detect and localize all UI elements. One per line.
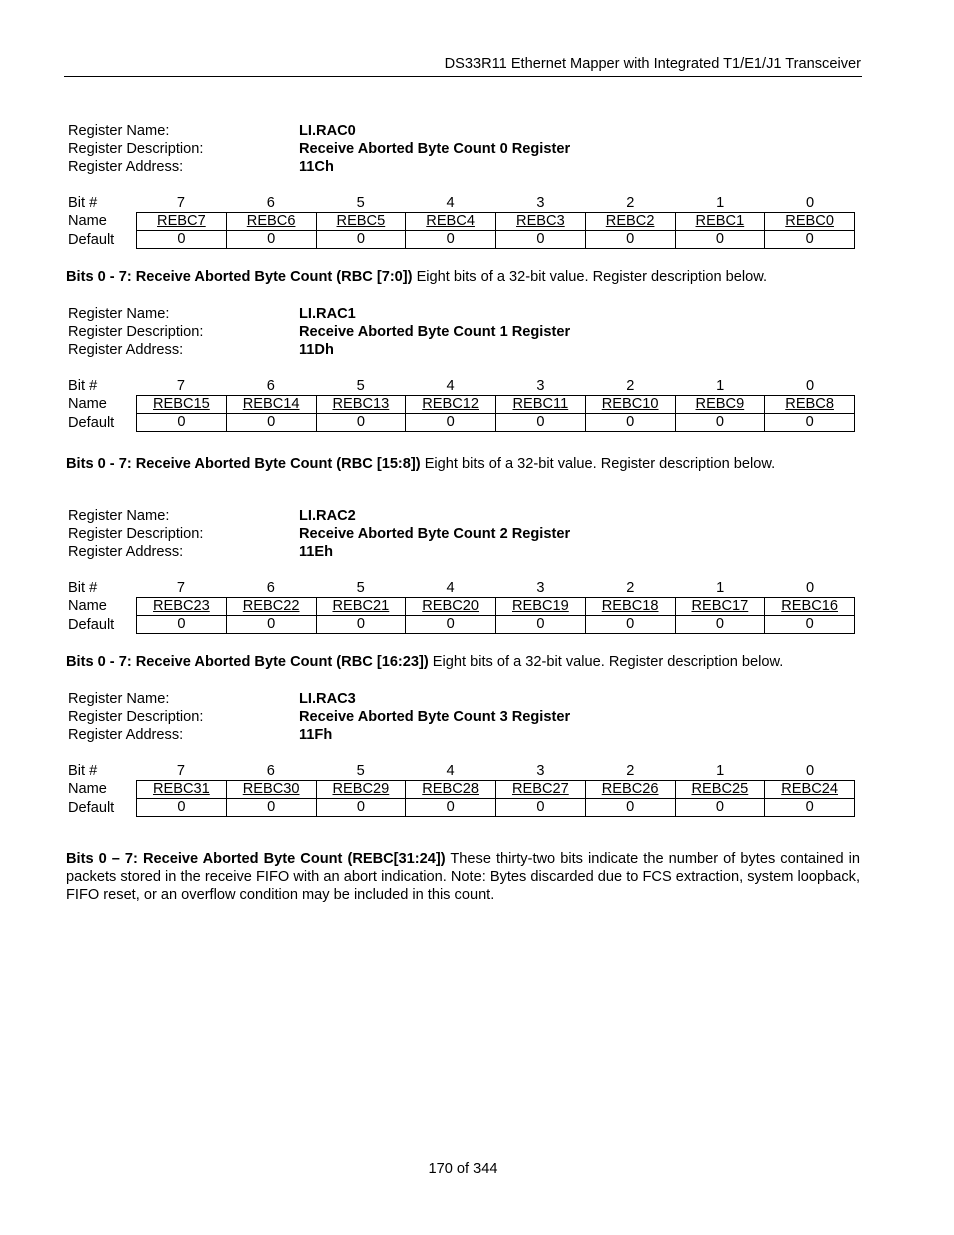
bit-default-cell: 0 <box>675 414 765 432</box>
bit-number: 0 <box>806 763 815 779</box>
bit-name: REBC17 <box>691 598 749 614</box>
bit-name-cell <box>137 396 227 414</box>
bit-default-cell: 0 <box>675 616 765 634</box>
bit-number: 7 <box>176 580 185 596</box>
bit-name-cell <box>765 598 855 616</box>
bit-number-label: Bit # <box>68 378 98 394</box>
register-name-label: Register Name: <box>68 123 170 139</box>
bit-name-cell <box>137 213 227 231</box>
name-row-label: Name <box>68 598 107 614</box>
bit-number: 3 <box>536 580 545 596</box>
bit-numbers <box>136 377 855 395</box>
register-name-label: Register Name: <box>68 691 170 707</box>
register-description-label: Register Description: <box>68 709 204 725</box>
bit-name: REBC1 <box>695 213 745 229</box>
bit-name-row <box>137 213 855 231</box>
default-row-label: Default <box>68 800 115 816</box>
bit-default-cell: 0 <box>226 414 316 432</box>
register-address-value: 11Fh <box>299 727 333 743</box>
bit-number: 7 <box>176 195 185 211</box>
bit-number: 0 <box>806 580 815 596</box>
register-name-label: Register Name: <box>68 306 170 322</box>
bit-number: 2 <box>626 580 635 596</box>
bit-number: 3 <box>536 195 545 211</box>
name-row-label: Name <box>68 213 107 229</box>
bit-default-cell: 0 <box>137 616 227 634</box>
bit-number: 6 <box>266 763 275 779</box>
bit-number: 4 <box>446 378 455 394</box>
bit-numbers <box>136 762 855 780</box>
bit-name: REBC26 <box>601 781 659 797</box>
bit-name: REBC0 <box>785 213 834 229</box>
bit-number: 1 <box>716 763 725 779</box>
bit-name: REBC19 <box>511 598 569 614</box>
bit-description-heading: Bits 0 - 7: Receive Aborted Byte Count (RBC [15:8]) <box>66 456 421 472</box>
name-row-label: Name <box>68 781 107 797</box>
bit-name: REBC11 <box>512 396 569 412</box>
bit-name: REBC3 <box>516 213 565 229</box>
bit-name: REBC2 <box>605 213 655 229</box>
register-name-value: LI.RAC3 <box>299 691 356 707</box>
bit-name: REBC4 <box>426 213 475 229</box>
default-row-label: Default <box>68 617 115 633</box>
bit-number: 3 <box>536 378 545 394</box>
bit-number: 2 <box>626 763 635 779</box>
bit-table <box>136 212 855 249</box>
bit-name-cell <box>406 396 496 414</box>
bit-table <box>136 780 855 817</box>
bit-default-cell: 0 <box>496 414 586 432</box>
header-rule <box>64 76 862 77</box>
bit-name-cell <box>226 213 316 231</box>
bit-numbers <box>136 194 855 212</box>
bit-default-cell: 0 <box>496 799 586 817</box>
bit-description-text: These thirty-two bits indicate the number of bytes contained in packets stored in the receive FIFO with an abort indication. Note: Bytes discarded due to FCS extraction, system loopback, FIFO reset, or an overflow condition may be included in this count. <box>66 851 860 903</box>
bit-default-cell: 0 <box>406 414 496 432</box>
bit-number: 4 <box>446 763 455 779</box>
bit-name: REBC8 <box>785 396 834 412</box>
bit-number: 3 <box>536 763 545 779</box>
bit-default-cell: 0 <box>585 231 675 249</box>
bit-number: 7 <box>176 763 185 779</box>
bit-name-cell <box>226 396 316 414</box>
page-number: 170 of 344 <box>428 1161 498 1177</box>
register-address-label: Register Address: <box>68 159 184 175</box>
bit-number: 6 <box>266 195 275 211</box>
register-description-value: Receive Aborted Byte Count 2 Register <box>299 526 571 542</box>
bit-name: REBC10 <box>601 396 659 412</box>
bit-number: 4 <box>446 580 455 596</box>
bit-name: REBC21 <box>332 598 390 614</box>
bit-name: REBC12 <box>422 396 480 412</box>
bit-name: REBC25 <box>691 781 749 797</box>
register-name-value: LI.RAC1 <box>299 306 356 322</box>
bit-name-cell <box>496 396 586 414</box>
bit-name-cell <box>675 213 765 231</box>
bit-number: 1 <box>716 378 725 394</box>
bit-name-cell <box>585 213 675 231</box>
bit-default-row <box>137 799 855 817</box>
bit-name-cell <box>137 598 227 616</box>
bit-default-cell: 0 <box>406 799 496 817</box>
bit-name: REBC27 <box>511 781 569 797</box>
bit-name-cell <box>316 213 406 231</box>
register-description-value: Receive Aborted Byte Count 0 Register <box>299 141 571 157</box>
bit-description-text: Eight bits of a 32-bit value. Register description below. <box>428 654 784 670</box>
bit-default-cell: 0 <box>585 799 675 817</box>
bit-name: REBC13 <box>332 396 390 412</box>
bit-name-cell <box>675 598 765 616</box>
bit-table <box>136 597 855 634</box>
bit-name-cell <box>585 781 675 799</box>
default-row-label: Default <box>68 232 115 248</box>
bit-name: REBC28 <box>422 781 480 797</box>
bit-name: REBC6 <box>246 213 296 229</box>
register-address-label: Register Address: <box>68 342 184 358</box>
bit-default-cell: 0 <box>406 231 496 249</box>
register-description-label: Register Description: <box>68 324 204 340</box>
bit-table <box>136 395 855 432</box>
bit-name: REBC20 <box>422 598 480 614</box>
register-description-value: Receive Aborted Byte Count 1 Register <box>299 324 571 340</box>
bit-name: REBC16 <box>781 598 839 614</box>
bit-number: 2 <box>626 378 635 394</box>
bit-name-row <box>137 396 855 414</box>
bit-name: REBC14 <box>242 396 300 412</box>
bit-number: 5 <box>356 580 365 596</box>
bit-default-cell: 0 <box>765 231 855 249</box>
register-description-label: Register Description: <box>68 526 204 542</box>
bit-default-cell: 0 <box>496 616 586 634</box>
bit-number: 5 <box>356 763 365 779</box>
bit-name: REBC30 <box>242 781 300 797</box>
bit-name: REBC23 <box>152 598 210 614</box>
bit-description-heading: Bits 0 – 7: Receive Aborted Byte Count (REBC[31:24]) <box>66 851 446 867</box>
register-description-label: Register Description: <box>68 141 204 157</box>
bit-name-cell <box>585 598 675 616</box>
name-row-label: Name <box>68 396 107 412</box>
bit-name-cell <box>316 781 406 799</box>
bit-number: 5 <box>356 378 365 394</box>
bit-default-cell: 0 <box>137 799 227 817</box>
bit-number: 1 <box>716 580 725 596</box>
bit-description <box>66 850 860 904</box>
register-address-label: Register Address: <box>68 544 184 560</box>
bit-name-cell <box>675 396 765 414</box>
bit-default-cell: 0 <box>316 414 406 432</box>
bit-default-cell: 0 <box>765 616 855 634</box>
bit-name-cell <box>137 781 227 799</box>
bit-default-cell: 0 <box>675 231 765 249</box>
bit-description-text: Eight bits of a 32-bit value. Register description below. <box>412 269 768 285</box>
bit-default-cell: 0 <box>226 231 316 249</box>
bit-name-cell <box>765 396 855 414</box>
bit-number: 6 <box>266 580 275 596</box>
bit-name: REBC24 <box>781 781 839 797</box>
bit-name: REBC31 <box>152 781 210 797</box>
bit-default-cell: 0 <box>585 414 675 432</box>
bit-name: REBC18 <box>601 598 659 614</box>
bit-default-cell: 0 <box>585 616 675 634</box>
bit-name-cell <box>585 396 675 414</box>
bit-description <box>66 653 860 671</box>
bit-name-cell <box>226 781 316 799</box>
register-name-value: LI.RAC2 <box>299 508 356 524</box>
bit-number: 4 <box>446 195 455 211</box>
bit-name: REBC7 <box>157 213 206 229</box>
bit-description-text: Eight bits of a 32-bit value. Register description below. <box>420 456 776 472</box>
bit-name: REBC29 <box>332 781 390 797</box>
register-address-value: 11Dh <box>299 342 334 358</box>
bit-name-cell <box>316 598 406 616</box>
bit-default-cell: 0 <box>496 231 586 249</box>
register-name-label: Register Name: <box>68 508 170 524</box>
bit-name: REBC9 <box>695 396 745 412</box>
bit-number: 2 <box>626 195 635 211</box>
bit-name: REBC22 <box>242 598 300 614</box>
bit-default-cell: 0 <box>226 799 316 817</box>
bit-name-cell <box>675 781 765 799</box>
bit-number: 6 <box>266 378 275 394</box>
bit-name-cell <box>496 213 586 231</box>
bit-default-cell: 0 <box>137 414 227 432</box>
bit-name-cell <box>406 598 496 616</box>
bit-number-label: Bit # <box>68 195 98 211</box>
bit-default-cell: 0 <box>765 799 855 817</box>
register-address-value: 11Ch <box>299 159 334 175</box>
bit-default-cell: 0 <box>316 231 406 249</box>
bit-default-row <box>137 616 855 634</box>
bit-default-cell: 0 <box>226 616 316 634</box>
bit-default-cell: 0 <box>316 616 406 634</box>
register-description-value: Receive Aborted Byte Count 3 Register <box>299 709 571 725</box>
bit-number: 5 <box>356 195 365 211</box>
register-address-label: Register Address: <box>68 727 184 743</box>
bit-number: 0 <box>806 195 815 211</box>
default-row-label: Default <box>68 415 115 431</box>
bit-name-cell <box>765 213 855 231</box>
bit-description-heading: Bits 0 - 7: Receive Aborted Byte Count (RBC [7:0]) <box>66 269 413 285</box>
bit-description <box>66 268 860 286</box>
bit-number: 0 <box>806 378 815 394</box>
bit-name-cell <box>765 781 855 799</box>
register-address-value: 11Eh <box>299 544 334 560</box>
bit-default-row <box>137 231 855 249</box>
bit-name: REBC5 <box>336 213 386 229</box>
bit-name-row <box>137 781 855 799</box>
bit-name-cell <box>316 396 406 414</box>
bit-name-cell <box>496 781 586 799</box>
register-name-value: LI.RAC0 <box>299 123 356 139</box>
bit-name-cell <box>226 598 316 616</box>
bit-number: 7 <box>176 378 185 394</box>
bit-description <box>66 455 860 473</box>
bit-numbers <box>136 579 855 597</box>
bit-default-cell: 0 <box>765 414 855 432</box>
bit-number-label: Bit # <box>68 580 98 596</box>
bit-default-cell: 0 <box>406 616 496 634</box>
bit-name-row <box>137 598 855 616</box>
bit-default-cell: 0 <box>137 231 227 249</box>
bit-default-cell: 0 <box>316 799 406 817</box>
bit-number-label: Bit # <box>68 763 98 779</box>
page-header-title: DS33R11 Ethernet Mapper with Integrated T1/E1/J1 Transceiver <box>444 56 861 72</box>
bit-default-cell: 0 <box>675 799 765 817</box>
bit-name: REBC15 <box>152 396 210 412</box>
bit-name-cell <box>406 781 496 799</box>
bit-name-cell <box>496 598 586 616</box>
bit-description-heading: Bits 0 - 7: Receive Aborted Byte Count (RBC [16:23]) <box>66 654 429 670</box>
bit-name-cell <box>406 213 496 231</box>
bit-number: 1 <box>716 195 725 211</box>
bit-default-row <box>137 414 855 432</box>
